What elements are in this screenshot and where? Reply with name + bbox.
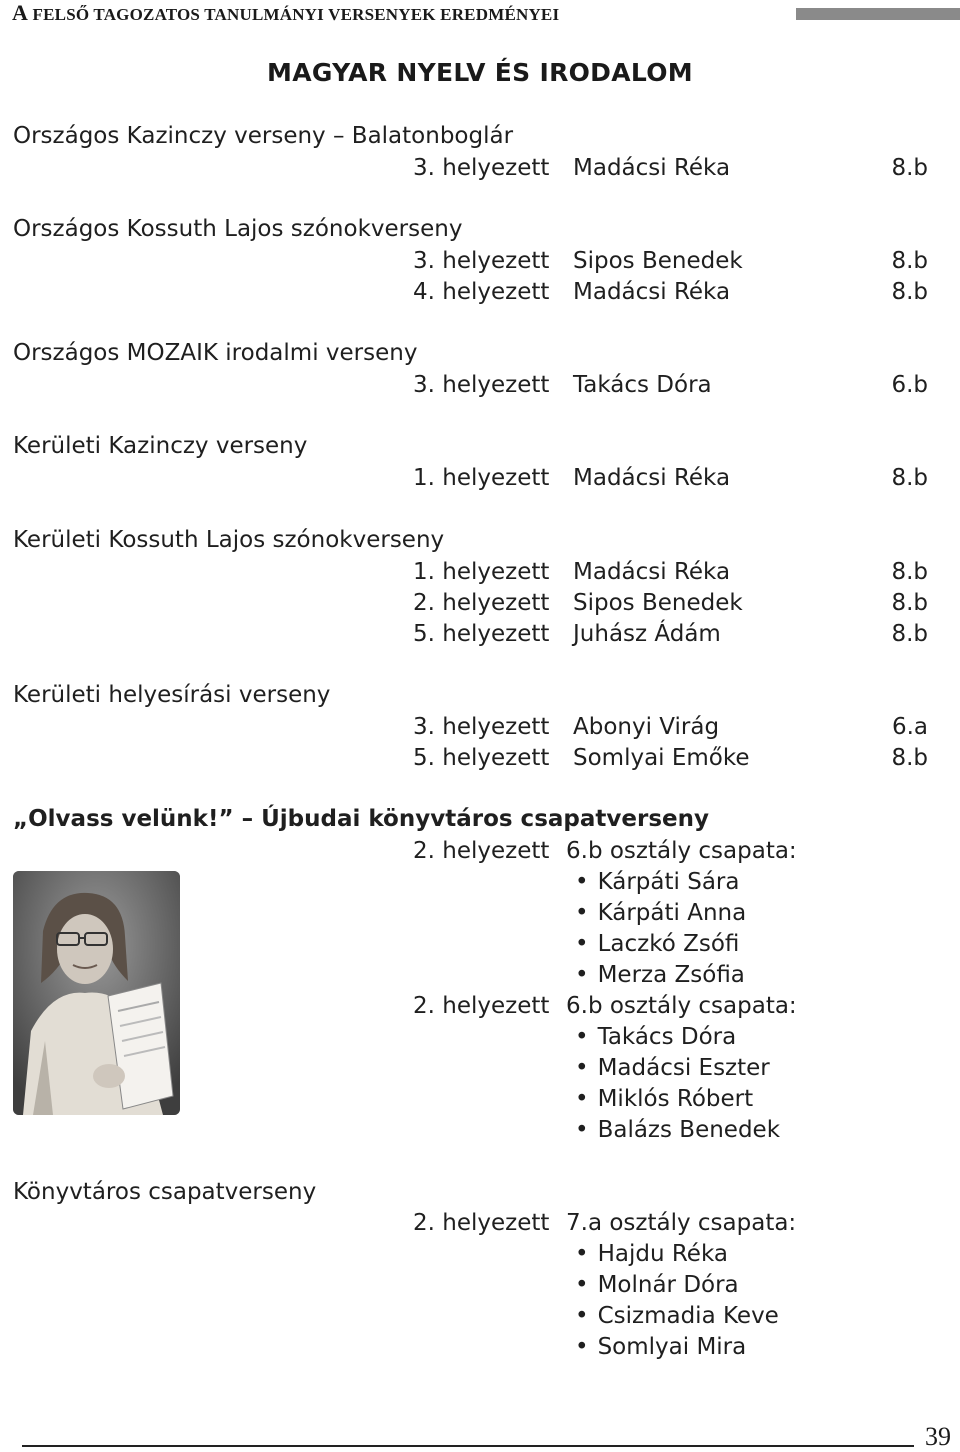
team-member: • Molnár Dóra (575, 1270, 739, 1301)
header-initial: A (12, 0, 29, 25)
result-class: 6.b (891, 372, 928, 398)
footer-rule (22, 1445, 914, 1447)
competition-title: Kerületi helyesírási verseny (13, 682, 331, 708)
team-member: • Kárpáti Anna (575, 898, 746, 929)
competition-title: Országos Kazinczy verseny – Balatonboglár (13, 123, 514, 149)
result-place: 3. helyezett (413, 155, 550, 181)
result-place: 1. helyezett (413, 465, 550, 491)
result-class: 8.b (891, 590, 928, 616)
page-number: 39 (925, 1422, 951, 1451)
competition-title: Kerületi Kossuth Lajos szónokverseny (13, 527, 445, 553)
team-member: • Madácsi Eszter (575, 1053, 770, 1084)
result-name: Somlyai Emőke (573, 745, 750, 771)
result-name: Sipos Benedek (573, 248, 743, 274)
team-member: • Somlyai Mira (575, 1332, 746, 1363)
result-class: 6.a (891, 714, 928, 740)
team-place: 2. helyezett (413, 838, 550, 864)
result-class: 8.b (891, 559, 928, 585)
result-class: 8.b (891, 621, 928, 647)
result-class: 8.b (891, 745, 928, 771)
photo-illustration (13, 871, 180, 1115)
result-name: Madácsi Réka (573, 465, 731, 491)
team-member: • Balázs Benedek (575, 1115, 780, 1146)
result-name: Madácsi Réka (573, 279, 731, 305)
result-place: 2. helyezett (413, 590, 550, 616)
student-photo (13, 871, 180, 1115)
team-member: • Merza Zsófia (575, 960, 745, 991)
team-label: 6.b osztály csapata: (566, 838, 797, 864)
result-name: Madácsi Réka (573, 559, 731, 585)
header-decorative-bar (796, 8, 960, 20)
team-member: • Kárpáti Sára (575, 867, 739, 898)
competition-title: Országos Kossuth Lajos szónokverseny (13, 216, 463, 242)
result-class: 8.b (891, 248, 928, 274)
team-member: • Csizmadia Keve (575, 1301, 779, 1332)
team-competition-title: „Olvass velünk!” – Újbudai könyvtáros csapatverseny (13, 806, 709, 832)
result-place: 5. helyezett (413, 621, 550, 647)
result-place: 3. helyezett (413, 714, 550, 740)
team-place: 2. helyezett (413, 993, 550, 1019)
team-label: 6.b osztály csapata: (566, 993, 797, 1019)
team-place: 2. helyezett (413, 1210, 550, 1236)
team-member: • Hajdu Réka (575, 1239, 728, 1270)
team-member: • Laczkó Zsófi (575, 929, 739, 960)
team-member: • Takács Dóra (575, 1022, 736, 1053)
result-name: Sipos Benedek (573, 590, 743, 616)
result-place: 4. helyezett (413, 279, 550, 305)
result-place: 3. helyezett (413, 372, 550, 398)
result-class: 8.b (891, 279, 928, 305)
competition-title: Kerületi Kazinczy verseny (13, 433, 308, 459)
team-competition-title: Könyvtáros csapatverseny (13, 1179, 317, 1205)
result-name: Takács Dóra (573, 372, 712, 398)
result-name: Juhász Ádám (573, 621, 721, 647)
running-header (12, 0, 559, 30)
competition-title: Országos MOZAIK irodalmi verseny (13, 340, 418, 366)
team-label: 7.a osztály csapata: (566, 1210, 797, 1236)
result-class: 8.b (891, 465, 928, 491)
result-name: Abonyi Virág (573, 714, 720, 740)
result-name: Madácsi Réka (573, 155, 731, 181)
result-place: 5. helyezett (413, 745, 550, 771)
team-member: • Miklós Róbert (575, 1084, 753, 1115)
header-rest: FELSŐ TAGOZATOS TANULMÁNYI VERSENYEK EREDMÉNYEI (28, 5, 560, 24)
section-title: MAGYAR NYELV ÉS IRODALOM (267, 58, 693, 87)
result-place: 1. helyezett (413, 559, 550, 585)
result-class: 8.b (891, 155, 928, 181)
result-place: 3. helyezett (413, 248, 550, 274)
